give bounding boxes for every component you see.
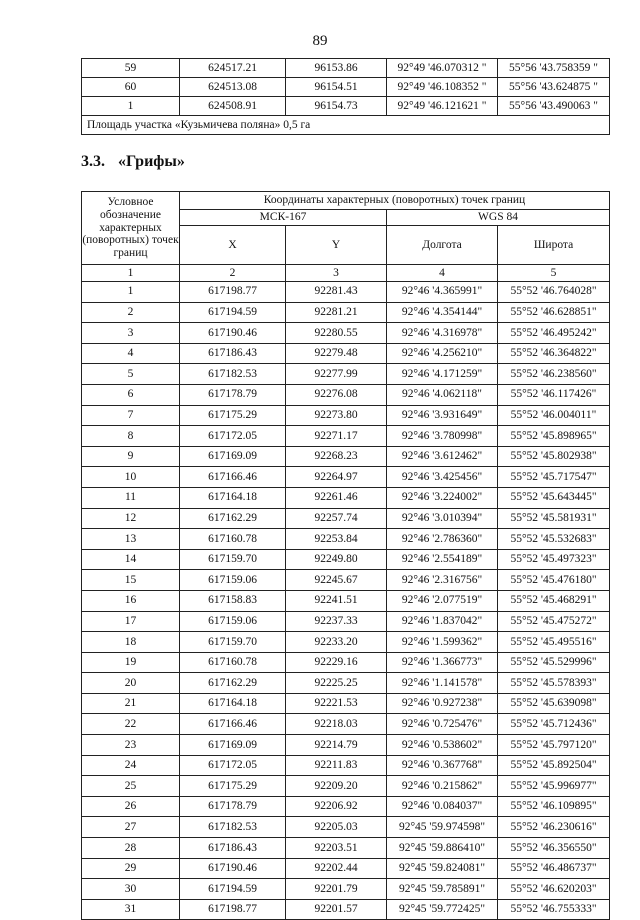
griffins-coordinates-body xyxy=(82,282,610,920)
table-row xyxy=(82,776,610,797)
y-cell: 92225.25 xyxy=(286,673,387,694)
y-cell: 92233.20 xyxy=(286,632,387,653)
table-row xyxy=(82,426,610,447)
table-row xyxy=(82,487,610,508)
table-row xyxy=(82,817,610,838)
latitude-cell: 55°52 '46.764028" xyxy=(498,282,610,303)
y-cell: 92257.74 xyxy=(286,508,387,529)
latitude-cell: 55°52 '45.717547" xyxy=(498,467,610,488)
point-number-cell: 3 xyxy=(82,323,180,344)
table-row xyxy=(82,384,610,405)
point-number-cell: 17 xyxy=(82,611,180,632)
longitude-cell: 92°46 '4.316978" xyxy=(387,323,498,344)
column-number: 4 xyxy=(387,265,498,282)
latitude-cell: 55°52 '45.532683" xyxy=(498,529,610,550)
y-cell: 92249.80 xyxy=(286,549,387,570)
latitude-cell: 55°52 '46.495242" xyxy=(498,323,610,344)
table-row xyxy=(82,529,610,550)
header-x: X xyxy=(180,226,286,265)
header-point-designation: Условное обозначение характерных (поворотных) точек границ xyxy=(82,192,180,265)
table-row xyxy=(82,673,610,694)
x-cell: 617198.77 xyxy=(180,282,286,303)
longitude-cell: 92°46 '3.010394" xyxy=(387,508,498,529)
x-cell: 617194.59 xyxy=(180,302,286,323)
y-cell: 92268.23 xyxy=(286,446,387,467)
x-cell: 617172.05 xyxy=(180,426,286,447)
latitude-cell: 55°52 '46.109895" xyxy=(498,796,610,817)
longitude-cell: 92°49 '46.108352 " xyxy=(387,78,498,97)
point-number-cell: 59 xyxy=(82,59,180,78)
table-row xyxy=(82,405,610,426)
latitude-cell: 55°52 '45.476180" xyxy=(498,570,610,591)
point-number-cell: 21 xyxy=(82,693,180,714)
point-number-cell: 6 xyxy=(82,384,180,405)
x-cell: 617198.77 xyxy=(180,899,286,920)
latitude-cell: 55°52 '45.996977" xyxy=(498,776,610,797)
y-cell: 92253.84 xyxy=(286,529,387,550)
y-cell: 92241.51 xyxy=(286,590,387,611)
y-cell: 92279.48 xyxy=(286,343,387,364)
latitude-cell: 55°52 '45.639098" xyxy=(498,693,610,714)
longitude-cell: 92°45 '59.886410" xyxy=(387,838,498,859)
latitude-cell: 55°52 '45.578393" xyxy=(498,673,610,694)
x-cell: 624508.91 xyxy=(180,97,286,116)
y-cell: 92261.46 xyxy=(286,487,387,508)
latitude-cell: 55°52 '45.802938" xyxy=(498,446,610,467)
x-cell: 617172.05 xyxy=(180,755,286,776)
x-cell: 617160.78 xyxy=(180,529,286,550)
x-cell: 617160.78 xyxy=(180,652,286,673)
longitude-cell: 92°46 '0.367768" xyxy=(387,755,498,776)
latitude-cell: 55°52 '45.892504" xyxy=(498,755,610,776)
y-cell: 96153.86 xyxy=(286,59,387,78)
table-row xyxy=(82,97,610,116)
point-number-cell: 10 xyxy=(82,467,180,488)
y-cell: 92211.83 xyxy=(286,755,387,776)
point-number-cell: 9 xyxy=(82,446,180,467)
point-number-cell: 60 xyxy=(82,78,180,97)
latitude-cell: 55°52 '45.581931" xyxy=(498,508,610,529)
y-cell: 92209.20 xyxy=(286,776,387,797)
x-cell: 617178.79 xyxy=(180,796,286,817)
x-cell: 617186.43 xyxy=(180,343,286,364)
point-number-cell: 23 xyxy=(82,735,180,756)
point-number-cell: 15 xyxy=(82,570,180,591)
point-number-cell: 30 xyxy=(82,879,180,900)
y-cell: 92201.57 xyxy=(286,899,387,920)
table-row xyxy=(82,693,610,714)
longitude-cell: 92°46 '0.084037" xyxy=(387,796,498,817)
point-number-cell: 28 xyxy=(82,838,180,859)
longitude-cell: 92°45 '59.785891" xyxy=(387,879,498,900)
point-number-cell: 27 xyxy=(82,817,180,838)
table-row xyxy=(82,343,610,364)
point-number-cell: 16 xyxy=(82,590,180,611)
longitude-cell: 92°46 '1.366773" xyxy=(387,652,498,673)
table-row xyxy=(82,364,610,385)
y-cell: 92277.99 xyxy=(286,364,387,385)
longitude-cell: 92°46 '4.256210" xyxy=(387,343,498,364)
point-number-cell: 29 xyxy=(82,858,180,879)
latitude-cell: 55°52 '46.004011" xyxy=(498,405,610,426)
latitude-cell: 55°56 '43.490063 " xyxy=(498,97,610,116)
table-row xyxy=(82,611,610,632)
y-cell: 92281.43 xyxy=(286,282,387,303)
x-cell: 617175.29 xyxy=(180,776,286,797)
x-cell: 624517.21 xyxy=(180,59,286,78)
longitude-cell: 92°46 '0.725476" xyxy=(387,714,498,735)
table-row xyxy=(82,755,610,776)
point-number-cell: 31 xyxy=(82,899,180,920)
page-number: 89 xyxy=(312,33,328,49)
point-number-cell: 20 xyxy=(82,673,180,694)
longitude-cell: 92°46 '0.927238" xyxy=(387,693,498,714)
point-number-cell: 14 xyxy=(82,549,180,570)
table-row xyxy=(82,78,610,97)
longitude-cell: 92°46 '2.077519" xyxy=(387,590,498,611)
longitude-cell: 92°46 '1.141578" xyxy=(387,673,498,694)
table-row xyxy=(82,467,610,488)
table-row xyxy=(82,302,610,323)
y-cell: 96154.51 xyxy=(286,78,387,97)
y-cell: 92229.16 xyxy=(286,652,387,673)
x-cell: 617166.46 xyxy=(180,467,286,488)
section-heading xyxy=(81,153,185,171)
latitude-cell: 55°52 '46.620203" xyxy=(498,879,610,900)
y-cell: 92273.80 xyxy=(286,405,387,426)
point-number-cell: 5 xyxy=(82,364,180,385)
latitude-cell: 55°52 '45.797120" xyxy=(498,735,610,756)
x-cell: 617164.18 xyxy=(180,693,286,714)
longitude-cell: 92°46 '0.215862" xyxy=(387,776,498,797)
table-row xyxy=(82,879,610,900)
y-cell: 92276.08 xyxy=(286,384,387,405)
table-row xyxy=(82,323,610,344)
area-text: Площадь участка «Кузьмичева поляна» 0,5 га xyxy=(82,116,610,135)
latitude-cell: 55°52 '45.898965" xyxy=(498,426,610,447)
longitude-cell: 92°46 '4.171259" xyxy=(387,364,498,385)
x-cell: 617159.70 xyxy=(180,632,286,653)
longitude-cell: 92°46 '3.780998" xyxy=(387,426,498,447)
x-cell: 617194.59 xyxy=(180,879,286,900)
x-cell: 617159.06 xyxy=(180,611,286,632)
x-cell: 624513.08 xyxy=(180,78,286,97)
point-number-cell: 2 xyxy=(82,302,180,323)
point-number-cell: 12 xyxy=(82,508,180,529)
latitude-cell: 55°56 '43.624875 " xyxy=(498,78,610,97)
header-latitude: Широта xyxy=(498,226,610,265)
table-row xyxy=(82,735,610,756)
point-number-cell: 4 xyxy=(82,343,180,364)
x-cell: 617182.53 xyxy=(180,817,286,838)
table-row xyxy=(82,549,610,570)
y-cell: 92202.44 xyxy=(286,858,387,879)
longitude-cell: 92°49 '46.121621 " xyxy=(387,97,498,116)
point-number-cell: 1 xyxy=(82,97,180,116)
latitude-cell: 55°52 '46.628851" xyxy=(498,302,610,323)
point-number-cell: 7 xyxy=(82,405,180,426)
y-cell: 92203.51 xyxy=(286,838,387,859)
table-row xyxy=(82,632,610,653)
previous-coordinates-table xyxy=(81,58,610,135)
column-number: 2 xyxy=(180,265,286,282)
x-cell: 617178.79 xyxy=(180,384,286,405)
latitude-cell: 55°52 '46.238560" xyxy=(498,364,610,385)
header-coordinates-group: Координаты характерных (поворотных) точек границ xyxy=(180,192,610,210)
longitude-cell: 92°46 '3.612462" xyxy=(387,446,498,467)
longitude-cell: 92°46 '3.224002" xyxy=(387,487,498,508)
table-row xyxy=(82,570,610,591)
x-cell: 617190.46 xyxy=(180,858,286,879)
latitude-cell: 55°52 '45.495516" xyxy=(498,632,610,653)
previous-coordinates-body xyxy=(82,59,610,116)
table-row xyxy=(82,652,610,673)
section-number: 3.3. xyxy=(81,153,105,170)
y-cell: 92205.03 xyxy=(286,817,387,838)
longitude-cell: 92°46 '2.554189" xyxy=(387,549,498,570)
point-number-cell: 25 xyxy=(82,776,180,797)
latitude-cell: 55°52 '46.117426" xyxy=(498,384,610,405)
x-cell: 617162.29 xyxy=(180,673,286,694)
latitude-cell: 55°52 '46.230616" xyxy=(498,817,610,838)
table-row xyxy=(82,590,610,611)
y-cell: 92214.79 xyxy=(286,735,387,756)
x-cell: 617175.29 xyxy=(180,405,286,426)
y-cell: 92206.92 xyxy=(286,796,387,817)
point-number-cell: 24 xyxy=(82,755,180,776)
point-number-cell: 22 xyxy=(82,714,180,735)
table-row xyxy=(82,508,610,529)
column-number: 3 xyxy=(286,265,387,282)
point-number-cell: 13 xyxy=(82,529,180,550)
header-y: Y xyxy=(286,226,387,265)
table-row xyxy=(82,446,610,467)
area-row xyxy=(82,116,610,135)
table-row xyxy=(82,714,610,735)
y-cell: 92201.79 xyxy=(286,879,387,900)
longitude-cell: 92°46 '4.365991" xyxy=(387,282,498,303)
longitude-cell: 92°46 '0.538602" xyxy=(387,735,498,756)
griffins-coordinates-table xyxy=(81,191,610,920)
table-row xyxy=(82,838,610,859)
column-number-row xyxy=(82,265,610,282)
table-row xyxy=(82,858,610,879)
x-cell: 617186.43 xyxy=(180,838,286,859)
point-number-cell: 1 xyxy=(82,282,180,303)
x-cell: 617162.29 xyxy=(180,508,286,529)
table-row xyxy=(82,282,610,303)
longitude-cell: 92°46 '2.316756" xyxy=(387,570,498,591)
header-wgs-84: WGS 84 xyxy=(387,210,610,226)
table-row xyxy=(82,899,610,920)
latitude-cell: 55°52 '46.356550" xyxy=(498,838,610,859)
header-longitude: Долгота xyxy=(387,226,498,265)
longitude-cell: 92°46 '4.062118" xyxy=(387,384,498,405)
y-cell: 92281.21 xyxy=(286,302,387,323)
latitude-cell: 55°52 '45.529996" xyxy=(498,652,610,673)
y-cell: 96154.73 xyxy=(286,97,387,116)
latitude-cell: 55°52 '46.755333" xyxy=(498,899,610,920)
x-cell: 617169.09 xyxy=(180,446,286,467)
longitude-cell: 92°45 '59.824081" xyxy=(387,858,498,879)
x-cell: 617159.06 xyxy=(180,570,286,591)
latitude-cell: 55°52 '46.364822" xyxy=(498,343,610,364)
x-cell: 617182.53 xyxy=(180,364,286,385)
point-number-cell: 19 xyxy=(82,652,180,673)
x-cell: 617159.70 xyxy=(180,549,286,570)
x-cell: 617169.09 xyxy=(180,735,286,756)
latitude-cell: 55°52 '45.475272" xyxy=(498,611,610,632)
column-number: 5 xyxy=(498,265,610,282)
table-row xyxy=(82,59,610,78)
y-cell: 92237.33 xyxy=(286,611,387,632)
longitude-cell: 92°46 '4.354144" xyxy=(387,302,498,323)
y-cell: 92271.17 xyxy=(286,426,387,447)
point-number-cell: 8 xyxy=(82,426,180,447)
section-title: «Грифы» xyxy=(118,153,185,170)
longitude-cell: 92°45 '59.772425" xyxy=(387,899,498,920)
latitude-cell: 55°52 '45.712436" xyxy=(498,714,610,735)
longitude-cell: 92°46 '3.931649" xyxy=(387,405,498,426)
longitude-cell: 92°46 '2.786360" xyxy=(387,529,498,550)
header-msk-167: МСК-167 xyxy=(180,210,387,226)
point-number-cell: 18 xyxy=(82,632,180,653)
y-cell: 92218.03 xyxy=(286,714,387,735)
latitude-cell: 55°52 '45.468291" xyxy=(498,590,610,611)
y-cell: 92221.53 xyxy=(286,693,387,714)
y-cell: 92280.55 xyxy=(286,323,387,344)
y-cell: 92264.97 xyxy=(286,467,387,488)
longitude-cell: 92°46 '1.599362" xyxy=(387,632,498,653)
longitude-cell: 92°46 '1.837042" xyxy=(387,611,498,632)
latitude-cell: 55°52 '46.486737" xyxy=(498,858,610,879)
table-row xyxy=(82,796,610,817)
x-cell: 617158.83 xyxy=(180,590,286,611)
x-cell: 617190.46 xyxy=(180,323,286,344)
longitude-cell: 92°45 '59.974598" xyxy=(387,817,498,838)
point-number-cell: 26 xyxy=(82,796,180,817)
x-cell: 617164.18 xyxy=(180,487,286,508)
point-number-cell: 11 xyxy=(82,487,180,508)
column-number: 1 xyxy=(82,265,180,282)
longitude-cell: 92°46 '3.425456" xyxy=(387,467,498,488)
longitude-cell: 92°49 '46.070312 " xyxy=(387,59,498,78)
latitude-cell: 55°56 '43.758359 " xyxy=(498,59,610,78)
y-cell: 92245.67 xyxy=(286,570,387,591)
latitude-cell: 55°52 '45.497323" xyxy=(498,549,610,570)
latitude-cell: 55°52 '45.643445" xyxy=(498,487,610,508)
x-cell: 617166.46 xyxy=(180,714,286,735)
